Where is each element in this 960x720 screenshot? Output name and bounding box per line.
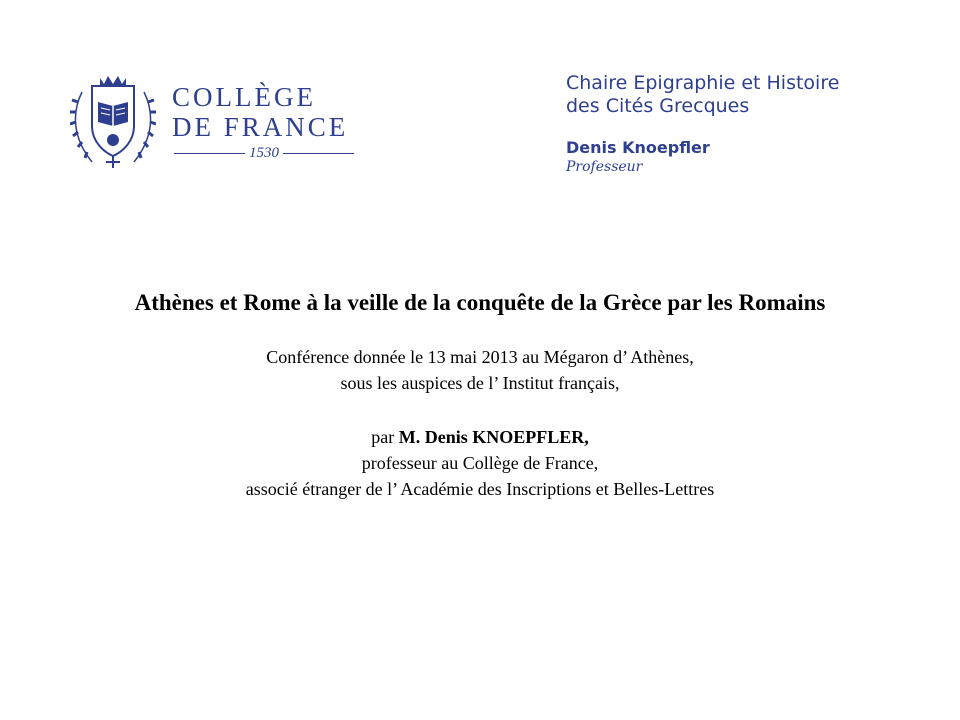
document-body	[0, 290, 960, 502]
speaker-line	[0, 424, 960, 450]
speaker-prefix: par	[371, 427, 399, 447]
wordmark-line-1: COLLÈGE	[172, 82, 316, 112]
year-rule-right	[283, 153, 354, 154]
professor-role: Professeur	[566, 159, 643, 175]
chair-title-line-1: Chaire Epigraphie et Histoire	[566, 72, 840, 94]
college-wordmark	[172, 82, 348, 142]
chair-title	[566, 72, 936, 118]
conference-line-1: Conférence donnée le 13 mai 2013 au Mégaron d’ Athènes,	[266, 347, 694, 367]
wordmark-line-2: DE FRANCE	[172, 112, 349, 142]
conference-details	[0, 344, 960, 396]
professor-name: Denis Knoepfler	[566, 138, 710, 157]
founding-year-row	[174, 144, 354, 162]
conference-line-2: sous les auspices de l’ Institut français,	[340, 373, 620, 393]
chair-title-line-2: des Cités Grecques	[566, 95, 750, 117]
chair-heading	[566, 72, 936, 175]
speaker-name: M. Denis KNOEPFLER,	[398, 427, 589, 447]
college-de-france-logo	[70, 72, 370, 172]
lecture-title: Athènes et Rome à la veille de la conquête de la Grèce par les Romains	[134, 290, 826, 315]
affiliation-line-1: professeur au Collège de France,	[361, 453, 599, 473]
affiliation-line-2: associé étranger de l’ Académie des Inscriptions et Belles-Lettres	[245, 479, 715, 499]
year-rule-left	[174, 153, 245, 154]
college-crest-icon	[70, 72, 156, 172]
speaker-details	[0, 424, 960, 502]
founding-year: 1530	[249, 144, 279, 161]
